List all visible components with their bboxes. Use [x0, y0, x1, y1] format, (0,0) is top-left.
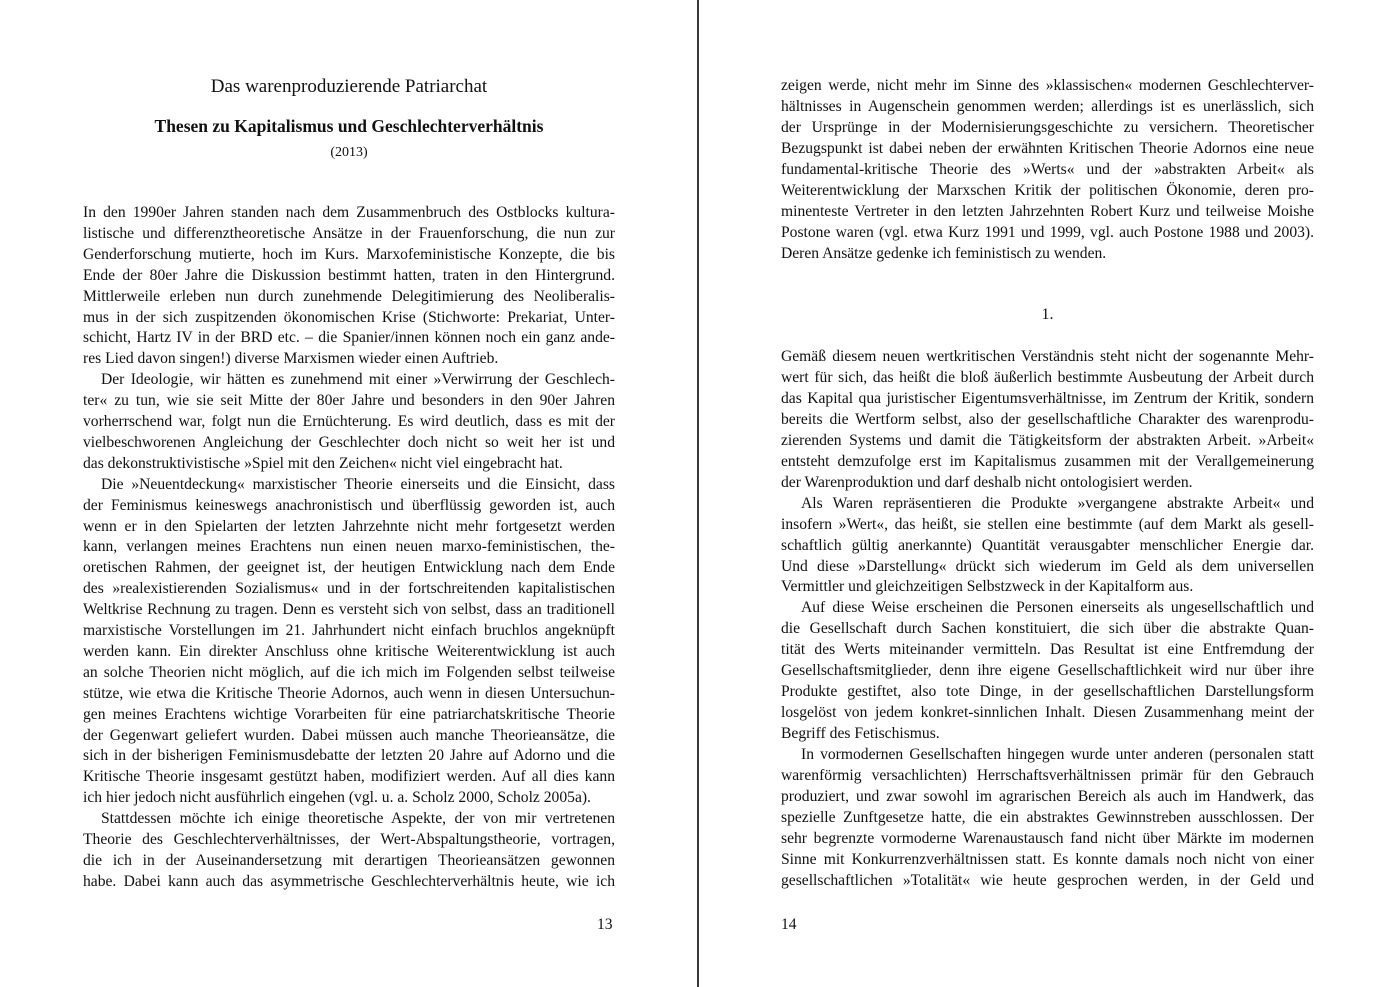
text-line: Auf diese Weise erscheinen die Personen einerseits als ungesellschaftlich und	[801, 599, 1314, 617]
text-line: Vermittler und gleichzeitigen Selbstzweck in der Kapitalform aus.	[781, 578, 1194, 596]
text-line: Produkte gestiftet, also tote Dinge, in der gesellschaftlichen Darstellungsform	[781, 683, 1314, 701]
text-line: Weiterentwicklung der Marxschen Kritik der politischen Ökonomie, deren pro-	[781, 182, 1314, 199]
page-number-right: 14	[781, 916, 797, 933]
text-line: marxistische Vorstellungen im 21. Jahrhundert nicht einfach bruchlos angeknüpft	[83, 622, 615, 639]
text-line: minenteste Vertreter in den letzten Jahrzehnten Robert Kurz und teilweise Moishe	[781, 203, 1314, 220]
text-line: warenförmig versachlichten) Herrschaftsverhältnissen primär für den Gebrauch	[781, 767, 1314, 784]
text-line: gesellschaftlichen »Totalität« wie heute gesprochen werden, in der Geld und	[781, 871, 1314, 889]
text-line: mus in der sich zuspitzenden ökonomischen Krise (Stichworte: Prekariat, Unter-	[83, 308, 615, 326]
text-line: Bezugspunkt ist dabei neben der erwähnten Kritischen Theorie Adornos eine neue	[781, 140, 1314, 157]
text-line: wenn er in den Spielarten der letzten Jahrzehnte nicht mehr fortgesetzt werden	[83, 517, 615, 535]
text-line: das Kapital qua juristischer Eigentumsverhältnisse, im Zentrum der Kritik, sondern	[781, 389, 1314, 407]
section-heading: 1.	[1041, 306, 1054, 323]
text-line: sehr begrenzte vormoderne Warenaustausch fand nicht über Märkte im modernen	[781, 829, 1314, 847]
text-line: In den 1990er Jahren standen nach dem Zusammenbruch des Ostblocks kultura-	[83, 204, 615, 221]
text-line: die ich in der Auseinandersetzung mit derartigen Theorieansätzen gewonnen	[83, 851, 615, 869]
chapter-subtitle: Thesen zu Kapitalismus und Geschlechterverhältnis	[154, 116, 544, 136]
text-line: Gesellschaftsmitglieder, denn ihre eigene Gesellschaftlichkeit wird nur über ihre	[781, 662, 1314, 680]
text-line: spezielle Zunftgesetze hatte, die ein abstraktes Gewinnstreben ausschlossen. Der	[781, 808, 1314, 826]
text-line: vorherrschend war, folgt nun die Ernüchterung. Es wird deutlich, dass es mit der	[83, 413, 615, 430]
text-line: Weltkrise Rechnung zu tragen. Denn es versteht sich von selbst, dass an traditionell	[83, 601, 615, 619]
text-line: sich in der bisherigen Feminismusdebatte der letzten 20 Jahre auf Adorno und die	[83, 747, 615, 765]
text-line: Der Ideologie, wir hätten es zunehmend mit einer »Verwirrung der Geschlech-	[101, 371, 615, 389]
chapter-year: (2013)	[330, 145, 368, 160]
text-line: Deren Ansätze gedenke ich feministisch zu wenden.	[781, 245, 1107, 262]
text-line: oretischen Rahmen, der geeignet ist, der heutigen Entwicklung nach dem Ende	[83, 559, 615, 577]
text-line: produziert, und zwar sowohl im agrarischen Bereich als auch im Handwerk, das	[781, 787, 1314, 805]
text-line: der Gegenwart geliefert wurden. Dabei müssen auch manche Theorieansätze, die	[83, 726, 615, 744]
text-line: der Ursprünge in der Modernisierungsgeschichte zu versichern. Theoretischer	[781, 119, 1314, 136]
text-line: Begriff des Fetischismus.	[781, 725, 940, 743]
text-line: kann, verlangen meines Erachtens nun einen neuen marxo-feministischen, the-	[83, 538, 615, 556]
text-line: Postone waren (vgl. etwa Kurz 1991 und 1999, vgl. auch Postone 1988 und 2003).	[781, 224, 1314, 241]
text-line: Ende der 80er Jahre die Diskussion bestimmt hatten, traten in den Hintergrund.	[83, 266, 615, 284]
text-line: insofern »Wert«, das heißt, sie stellen eine bestimmte (auf dem Markt als gesell-	[781, 515, 1314, 533]
text-line: losgelöst von jedem konkret-sinnlichen Inhalt. Diesen Zusammenhang meint der	[781, 704, 1314, 722]
text-line: Stattdessen möchte ich einige theoretische Aspekte, der von mir vertretenen	[101, 810, 615, 828]
text-line: In vormodernen Gesellschaften hingegen wurde unter anderen (personalen statt	[801, 746, 1314, 764]
text-line: wert für sich, das heißt die bloß äußerlich bestimmte Ausbeutung der Arbeit durch	[781, 368, 1314, 386]
text-line: des »realexistierenden Sozialismus« und in der fortschreitenden kapitalistischen	[83, 580, 615, 598]
text-line: fundamental-kritische Theorie des »Werts« und der »abstrakten Arbeit« als	[781, 161, 1314, 178]
text-line: ter« zu tun, wie sie seit Mitte der 80er Jahre und besonders in den 90er Jahren	[83, 392, 615, 410]
text-line: listische und differenztheoretische Ansätze in der Frauenforschung, die nun zur	[83, 224, 615, 242]
text-line: Und diese »Darstellung« drückt sich wiederum im Geld als dem universellen	[781, 557, 1314, 575]
text-line: entsteht demzufolge erst im Kapitalismus zusammen mit der Verallgemeinerung	[781, 452, 1314, 470]
text-line: an solche Theorien nicht möglich, auf die ich mich im Folgenden selbst teilweise	[83, 663, 615, 681]
text-line: Theorie des Geschlechterverhältnisses, der Wert-Abspaltungstheorie, vortragen,	[83, 831, 615, 848]
text-line: ich hier jedoch nicht ausführlich eingehen (vgl. u. a. Scholz 2000, Scholz 2005a).	[83, 789, 591, 807]
text-line: Gemäß diesem neuen wertkritischen Verständnis steht nicht der sogenannte Mehr-	[781, 348, 1314, 365]
text-line: Als Waren repräsentieren die Produkte »vergangene abstrakte Arbeit« und	[801, 494, 1314, 512]
text-line: schicht, Hartz IV in der BRD etc. – die Spanier/innen können noch ein ganz ande-	[83, 329, 615, 347]
text-line: bereits die Wertform selbst, also der gesellschaftliche Charakter des warenprodu-	[781, 410, 1314, 428]
text-line: zeigen werde, nicht mehr im Sinne des »klassischen« modernen Geschlechterver-	[781, 77, 1314, 94]
text-line: res Lied davon singen!) diverse Marxismen wieder einen Auftrieb.	[83, 350, 499, 368]
text-line: gen meines Erachtens wichtige Vorarbeiten für eine patriarchatskritische Theorie	[83, 705, 615, 723]
text-line: schaftlich gültig anerkannte) Quantität verausgabter menschlicher Energie dar.	[781, 536, 1314, 554]
text-line: hältnisses in Augenschein genommen werden; allerdings ist es unerlässlich, sich	[781, 98, 1314, 115]
text-line: tität des Werts miteinander vermitteln. Das Resultat ist eine Entfremdung der	[781, 641, 1314, 659]
text-line: zierenden Systems und damit die Tätigkeitsform der abstrakten Arbeit. »Arbeit«	[781, 431, 1314, 449]
text-line: habe. Dabei kann auch das asymmetrische Geschlechterverhältnis heute, wie ich	[83, 872, 615, 890]
text-line: Mittlerweile erleben nun durch zunehmende Delegitimierung des Neoliberalis-	[83, 287, 615, 305]
text-line: werden kann. Ein direkter Anschluss ohne kritische Weiterentwicklung ist auch	[83, 642, 615, 660]
text-line: Genderforschung mutierte, hoch im Kurs. Marxofeministische Konzepte, die bis	[83, 245, 615, 263]
text-line: die Gesellschaft durch Sachen konstituiert, die sich über die abstrakte Quan-	[781, 620, 1314, 638]
chapter-title: Das warenproduzierende Patriarchat	[210, 76, 488, 97]
text-line: Sinne mit Konkurrenzverhältnissen statt. Es konnte damals noch nicht von einer	[781, 850, 1314, 868]
text-line: Die »Neuentdeckung« marxistischer Theorie einerseits und die Einsicht, dass	[101, 475, 615, 493]
text-line: das dekonstruktivistische »Spiel mit den Zeichen« nicht viel eingebracht hat.	[83, 454, 563, 472]
page-number-left: 13	[597, 916, 613, 933]
text-line: stütze, wie etwa die Kritische Theorie Adornos, auch wenn in diesen Untersuchun-	[83, 684, 615, 702]
text-line: der Feminismus keineswegs anachronistisch und überflüssig geworden ist, auch	[83, 496, 615, 514]
text-line: Kritische Theorie insgesamt gestützt haben, modifiziert werden. Auf all dies kann	[83, 768, 615, 786]
text-line: vielbeschworenen Angleichung der Geschlechter doch nicht so weit her ist und	[83, 433, 615, 451]
text-line: der Warenproduktion und darf deshalb nicht ontologisiert werden.	[781, 473, 1193, 491]
